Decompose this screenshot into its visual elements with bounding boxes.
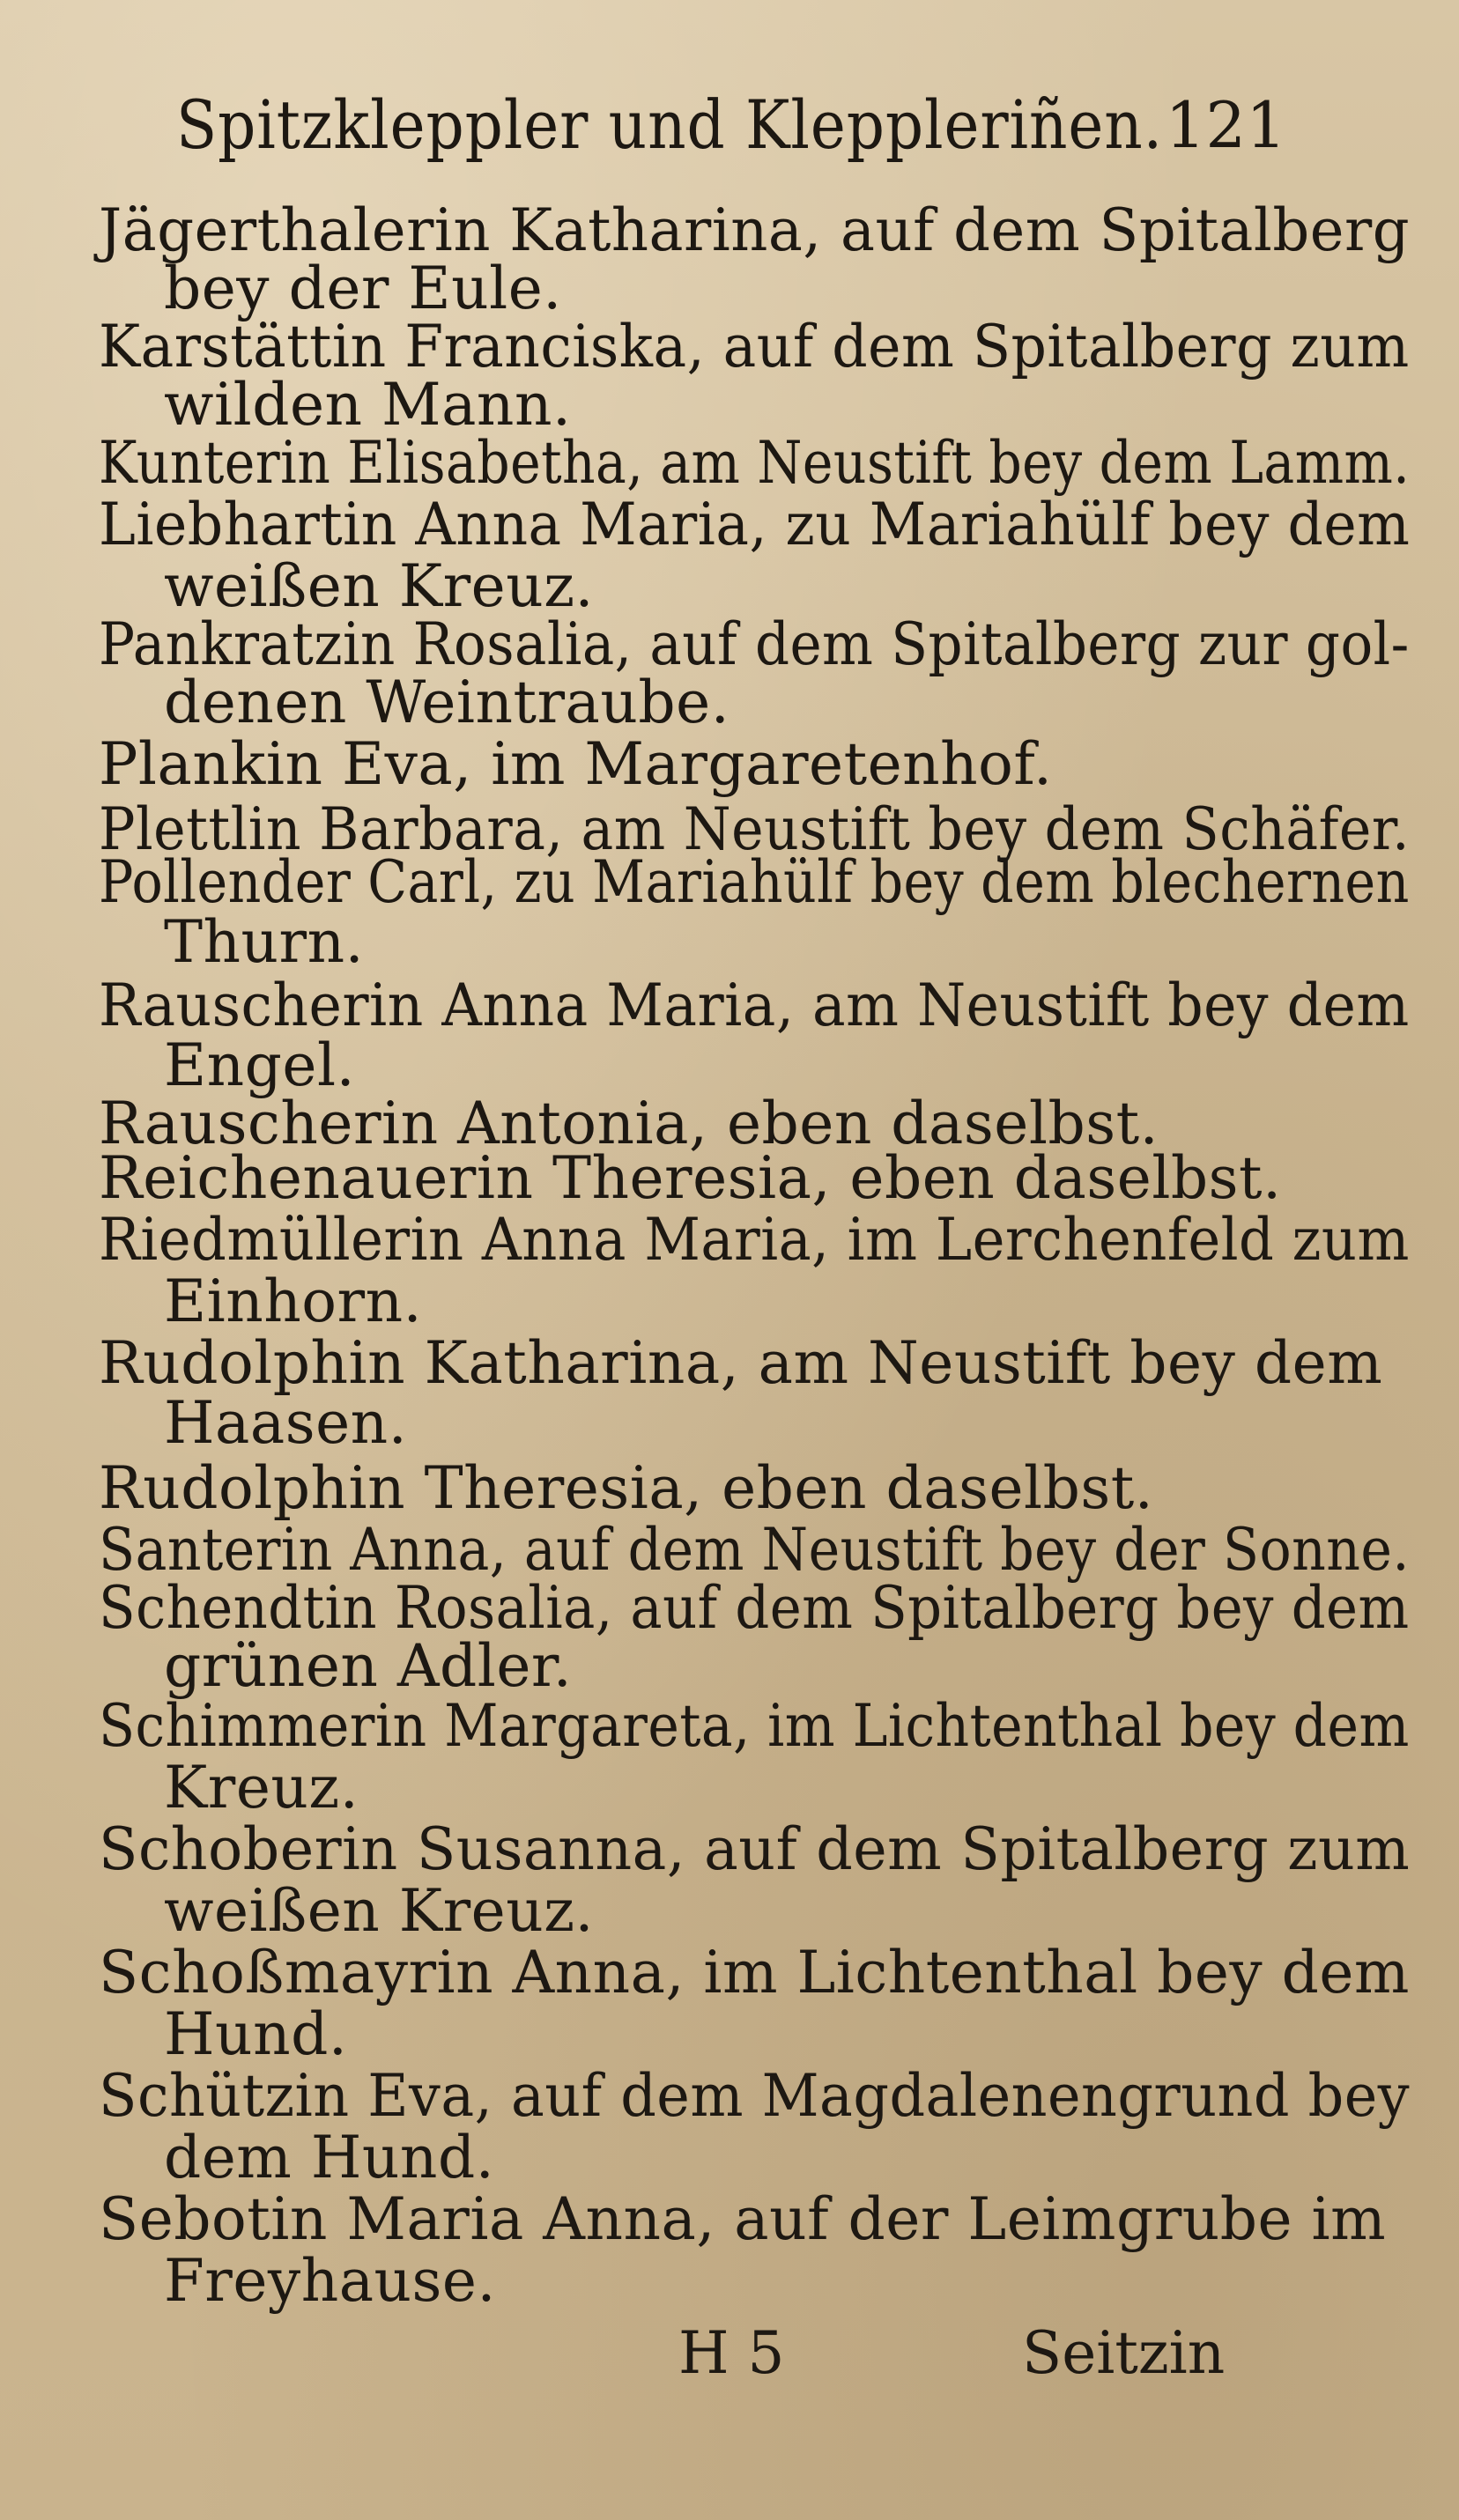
entry-line: Riedmüllerin Anna Maria, im Lerchenfeld zum bbox=[99, 1206, 1410, 1274]
entry-continuation: Einhorn. bbox=[164, 1267, 423, 1335]
entry-line: Sebotin Maria Anna, auf der Leimgrube im bbox=[99, 2185, 1387, 2253]
signature-mark: H 5 bbox=[678, 2319, 785, 2387]
entry-line: Pollender Carl, zu Mariahülf bey dem blechernen bbox=[99, 848, 1410, 916]
entry-line: Reichenauerin Theresia, eben daselbst. bbox=[99, 1144, 1282, 1212]
page-number: 121 bbox=[1165, 88, 1286, 162]
entry-line: Rauscherin Anna Maria, am Neustift bey dem bbox=[99, 972, 1410, 1039]
entry-line: Schendtin Rosalia, auf dem Spitalberg bey dem bbox=[99, 1574, 1410, 1642]
entry-line: Plettlin Barbara, am Neustift bey dem Schäfer. bbox=[99, 795, 1411, 863]
entry-line: Schimmerin Margareta, im Lichtenthal bey dem bbox=[99, 1692, 1410, 1760]
entry-line: Rauscherin Antonia, eben daselbst. bbox=[99, 1090, 1159, 1157]
entry-continuation: Thurn. bbox=[164, 908, 365, 976]
entry-continuation: denen Weintraube. bbox=[164, 669, 730, 736]
entry-line: Rudolphin Theresia, eben daselbst. bbox=[99, 1454, 1154, 1522]
entry-line: Pankratzin Rosalia, auf dem Spitalberg zur gol- bbox=[99, 610, 1410, 678]
entry-continuation: bey der Eule. bbox=[164, 255, 562, 322]
entry-line: Kunterin Elisabetha, am Neustift bey dem Lamm. bbox=[99, 429, 1411, 497]
entry-line: Jägerthalerin Katharina, auf dem Spitalberg bbox=[99, 196, 1411, 264]
running-title: Spitzkleppler und Kleppleriñen. bbox=[176, 85, 1164, 164]
entry-continuation: Freyhause. bbox=[164, 2247, 496, 2315]
entry-line: Santerin Anna, auf dem Neustift bey der Sonne. bbox=[99, 1516, 1410, 1584]
entry-line: Liebhartin Anna Maria, zu Mariahülf bey dem bbox=[99, 491, 1411, 558]
entry-continuation: weißen Kreuz. bbox=[164, 1877, 594, 1945]
entry-line: Plankin Eva, im Margaretenhof. bbox=[99, 730, 1053, 798]
entry-line: Schoberin Susanna, auf dem Spitalberg zum bbox=[99, 1815, 1411, 1883]
catchword: Seitzin bbox=[1022, 2319, 1226, 2387]
entry-continuation: Haasen. bbox=[164, 1389, 408, 1457]
entry-continuation: weißen Kreuz. bbox=[164, 552, 594, 620]
entry-line: Schoßmayrin Anna, im Lichtenthal bey dem bbox=[99, 1939, 1410, 2006]
entry-continuation: grünen Adler. bbox=[164, 1632, 573, 1700]
entry-continuation: dem Hund. bbox=[164, 2124, 495, 2191]
entry-continuation: Engel. bbox=[164, 1031, 356, 1099]
entry-continuation: Kreuz. bbox=[164, 1754, 359, 1822]
entry-continuation: Hund. bbox=[164, 2000, 348, 2068]
page-footer bbox=[0, 2309, 1459, 2398]
entry-continuation: wilden Mann. bbox=[164, 371, 572, 439]
entry-line: Karstättin Franciska, auf dem Spitalberg zum bbox=[99, 313, 1410, 381]
entry-line: Rudolphin Katharina, am Neustift bey dem bbox=[99, 1329, 1383, 1397]
entry-line: Schützin Eva, auf dem Magdalenengrund bey bbox=[99, 2062, 1411, 2130]
